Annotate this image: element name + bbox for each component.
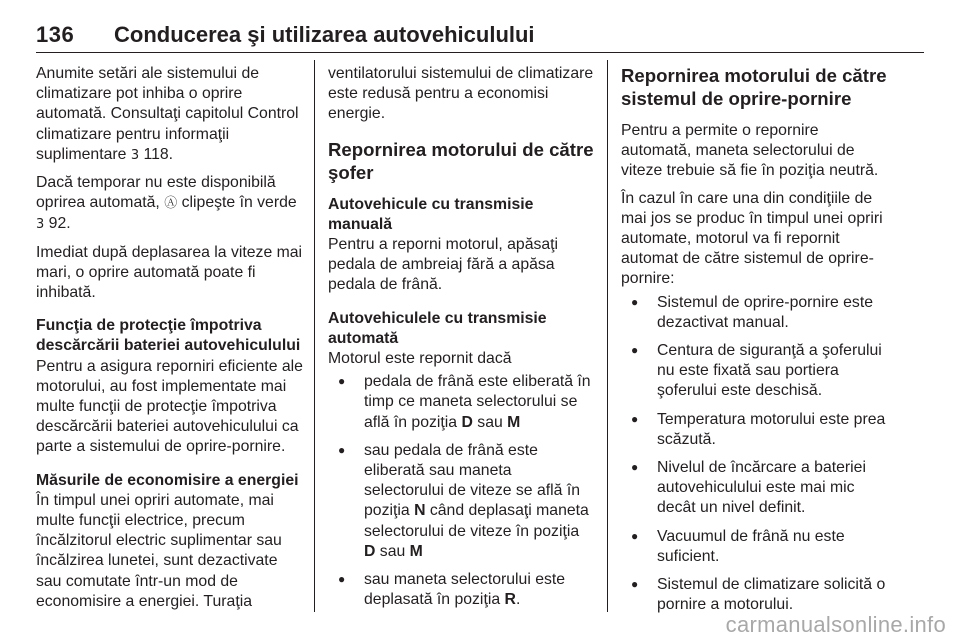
paragraph: Motorul este repornit dacă: [328, 350, 512, 368]
list-item: ● sau pedala de frână este eliberată sau maneta selectorului de viteze se află în poziţia N când deplasaţi maneta selectorului de viteze în poziţia D sau M: [328, 441, 594, 562]
page-reference: 118.: [139, 145, 174, 163]
paragraph: Pentru a permite o repornire automată, maneta selectorului de viteze trebuie să fie în poziţia neutră.: [621, 122, 879, 180]
paragraph: În cazul în care una din condiţiile de mai jos se produc în timpul unei opriri automate, motorul va fi repornit automat de către sistemul de oprire-pornire:: [621, 189, 883, 288]
list-item: ● Vacuumul de frână nu este suficient.: [621, 527, 893, 567]
column-divider: [314, 60, 315, 612]
paragraph: ventilatorului sistemului de climatizare este redusă pentru a economisi energie.: [328, 65, 594, 123]
paragraph: Pentru a reporni motorul, apăsaţi pedala de ambreiaj fără a apăsa pedala de frână.: [328, 236, 559, 294]
auto-stop-icon: Ⓐ: [164, 196, 178, 212]
section-heading: Autovehiculele cu transmisie automată: [328, 309, 547, 347]
section-heading: Funcţia de protecţie împotriva descărcării bateriei autovehiculului: [36, 317, 301, 355]
list-item: ● Sistemul de climatizare solicită o pornire a motorului.: [621, 575, 893, 615]
section-heading: Autovehicule cu transmisie manuală: [328, 195, 534, 233]
page-number: 136: [36, 22, 75, 47]
page-reference: 92.: [44, 215, 71, 233]
paragraph: În timpul unei opriri automate, mai multe funcţii electrice, precum încălzitorul electric suplimentar sau încălzirea lunetei, sunt dezactivate sau comutate într-un mod de economisire a energiei. Turaţia: [36, 491, 282, 610]
section-heading: Măsurile de economisire a energiei: [36, 471, 299, 489]
page-header: [36, 22, 924, 53]
list-item: ● Centura de siguranţă a şoferului nu este fixată sau portiera şoferului este deschisă.: [621, 341, 893, 402]
watermark: carmanualsonline.info: [725, 612, 946, 637]
section-title: Repornirea motorului de către şofer: [328, 138, 594, 183]
list-item: ● Nivelul de încărcare a bateriei autovehiculului este mai mic decât un nivel definit.: [621, 458, 893, 519]
page-title: Conducerea şi utilizarea autovehiculului: [114, 22, 535, 47]
page-reference-icon: 3: [130, 147, 140, 163]
list-item: ● Sistemul de oprire-pornire este dezactivat manual.: [621, 293, 893, 333]
page-reference-icon: 3: [36, 217, 45, 233]
paragraph: Imediat după deplasarea la viteze mai mari, o oprire automată poate fi inhibată.: [36, 243, 303, 302]
column-divider: [607, 60, 608, 612]
column-left: [36, 64, 306, 619]
paragraph: Pentru a asigura reporniri eficiente ale motorului, au fost implementate mai multe funcţii de protecţie împotriva descărcării bateriei autovehiculului ca parte a sistemului de oprire-pornire.: [36, 357, 303, 456]
list-item: ● pedala de frână este eliberată în timp ce maneta selectorului se află în poziţia D sau M: [328, 372, 594, 433]
paragraph: Anumite setări ale sistemului de climatizare pot inhiba o oprire automată. Consultaţi capitolul Control climatizare pentru informaţii suplimentare 3 118.: [36, 65, 299, 163]
list-item: ● Temperatura motorului este prea scăzută.: [621, 410, 893, 450]
section-title: Repornirea motorului de către sistemul de oprire-pornire: [621, 65, 887, 109]
paragraph: Dacă temporar nu este disponibilă oprirea automată, Ⓐ clipeşte în verde 3 92.: [36, 174, 297, 233]
list-item: ● sau maneta selectorului este deplasată în poziţia R.: [328, 570, 594, 610]
restart-conditions-list: [621, 293, 893, 616]
column-middle: [328, 64, 594, 618]
column-right: [621, 64, 893, 623]
condition-list: [328, 372, 594, 610]
